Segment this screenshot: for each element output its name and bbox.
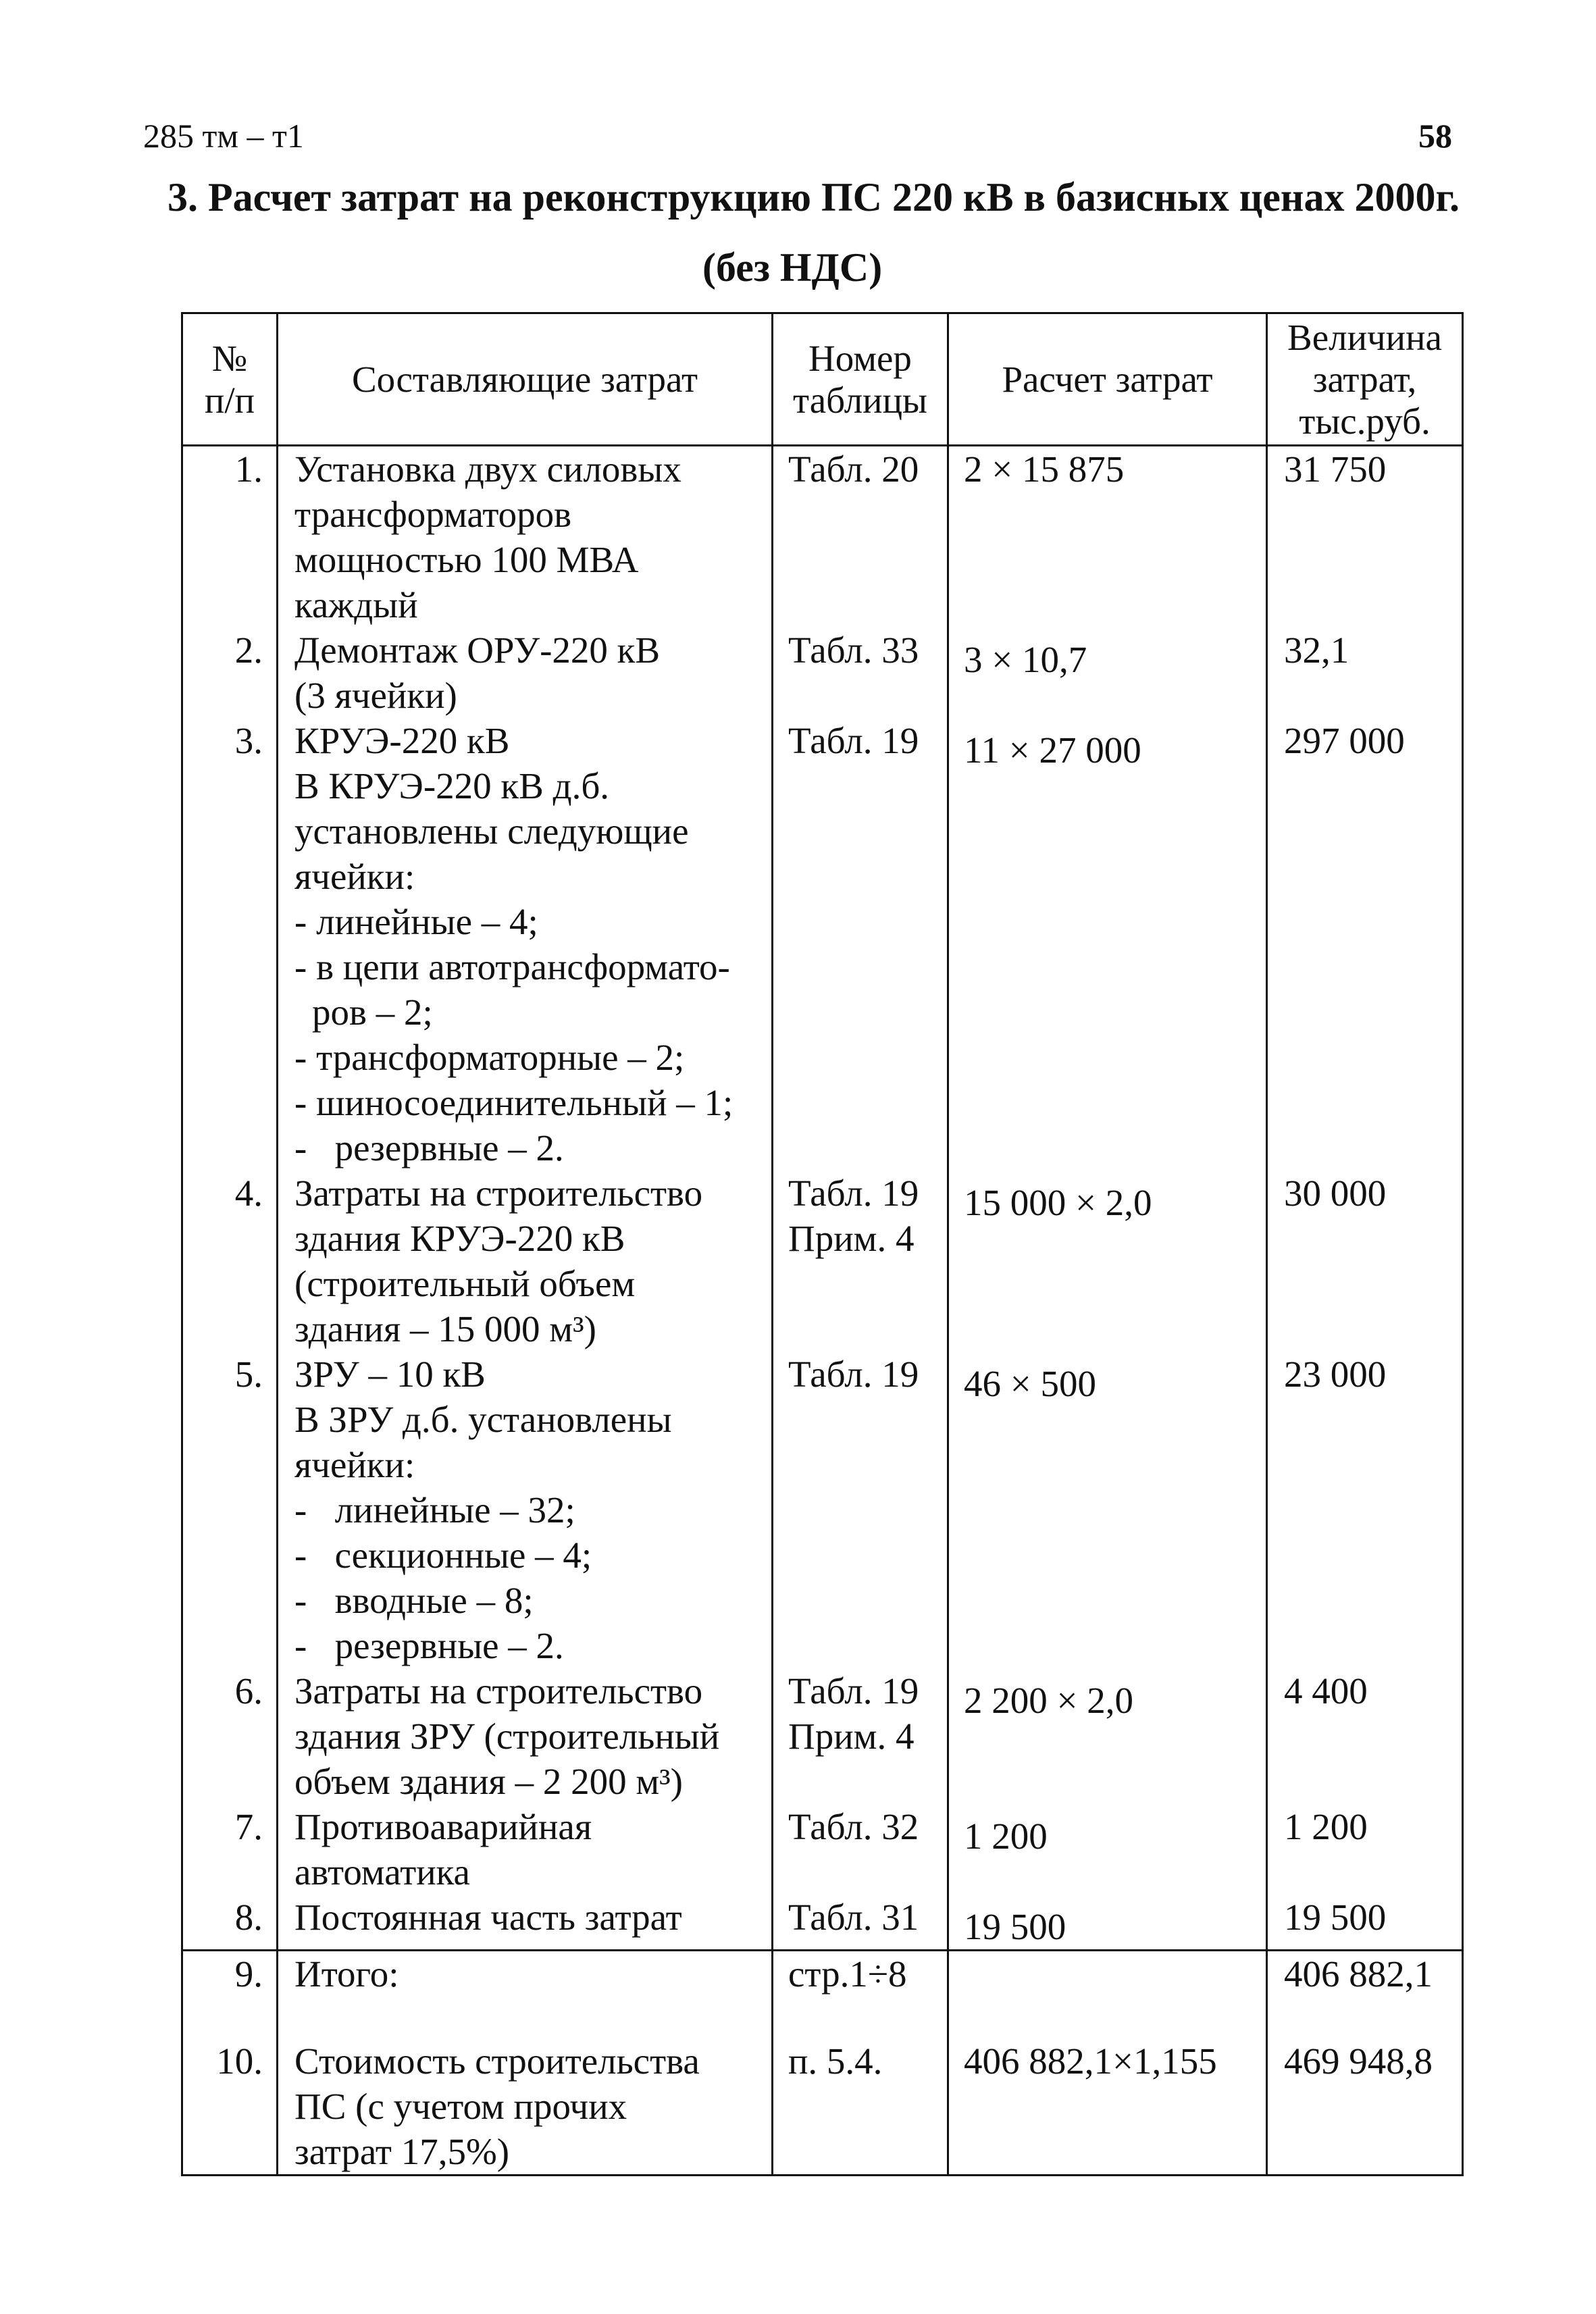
table-header-row xyxy=(182,313,1463,446)
total-row xyxy=(182,1951,1463,2038)
row-calc: 19 500 xyxy=(948,1895,1267,1951)
row-num: 3. xyxy=(182,718,278,1171)
document-code: 285 тм – т1 xyxy=(143,117,304,155)
row-name-line: затрат 17,5%) xyxy=(294,2130,510,2172)
row-num: 2. xyxy=(182,627,278,718)
final-row xyxy=(182,2038,1463,2176)
row-table-ref xyxy=(773,2038,948,2176)
row-name xyxy=(278,718,773,1171)
table-row xyxy=(182,1804,1463,1895)
header-num-line: п/п xyxy=(204,379,255,421)
row-value: 1 200 xyxy=(1267,1804,1463,1895)
row-name xyxy=(278,1895,773,1951)
row-name-line: - трансформаторные – 2; xyxy=(294,1037,685,1078)
header-num-line: № xyxy=(211,337,248,379)
row-name-line: объем здания – 2 200 м³) xyxy=(294,1761,683,1802)
row-value: 23 000 xyxy=(1267,1352,1463,1668)
row-table-ref-line: Табл. 19 xyxy=(788,1173,919,1214)
page-number: 58 xyxy=(1418,117,1452,155)
header-name: Составляющие затрат xyxy=(278,313,773,446)
row-name-line: Постоянная часть затрат xyxy=(294,1897,682,1938)
row-table-ref xyxy=(773,1951,948,2038)
row-name-line: мощностью 100 МВА xyxy=(294,539,639,580)
row-num: 9. xyxy=(182,1951,278,2038)
row-name xyxy=(278,627,773,718)
row-calc: 2 × 15 875 xyxy=(948,446,1267,628)
row-name-line: каждый xyxy=(294,584,418,625)
table-row xyxy=(182,446,1463,628)
row-name-line: В КРУЭ-220 кВ д.б. xyxy=(294,765,610,806)
row-table-ref-line: Табл. 33 xyxy=(788,629,919,671)
row-calc: 1 200 xyxy=(948,1804,1267,1895)
row-name-line: - линейные – 4; xyxy=(294,901,538,942)
row-calc xyxy=(948,1951,1267,2038)
row-name-line: (3 ячейки) xyxy=(294,675,457,716)
row-name-line: - вводные – 8; xyxy=(294,1580,534,1621)
row-calc: 15 000 × 2,0 xyxy=(948,1171,1267,1352)
row-name-line: Затраты на строительство xyxy=(294,1173,703,1214)
row-table-ref xyxy=(773,627,948,718)
row-name-line: - в цепи автотрансформато- xyxy=(294,946,730,987)
row-table-ref xyxy=(773,718,948,1171)
row-num: 8. xyxy=(182,1895,278,1951)
row-name-line: - резервные – 2. xyxy=(294,1625,564,1666)
cost-table-wrapper xyxy=(181,312,1464,2176)
row-name-line: установлены следующие xyxy=(294,811,689,852)
row-table-ref-line: Табл. 19 xyxy=(788,720,919,761)
table-row xyxy=(182,1895,1463,1951)
row-name-line: ЗРУ – 10 кВ xyxy=(294,1354,486,1395)
row-name-line: Итого: xyxy=(294,1953,399,1995)
row-table-ref xyxy=(773,1352,948,1668)
row-name-line: Затраты на строительство xyxy=(294,1670,703,1712)
header-value-line: затрат, xyxy=(1312,358,1417,400)
row-value: 297 000 xyxy=(1267,718,1463,1171)
row-name-line: Демонтаж ОРУ-220 кВ xyxy=(294,629,661,671)
document-title: 3. Расчет затрат на реконструкцию ПС 220 кВ в базисных ценах 2000г. xyxy=(168,175,1460,220)
row-name-line: здания ЗРУ (строительный xyxy=(294,1716,720,1757)
row-name-line: ПС (с учетом прочих xyxy=(294,2085,627,2127)
row-name-line: Стоимость строительства xyxy=(294,2040,700,2082)
header-table-ref-line: Номер xyxy=(808,337,912,379)
header-num xyxy=(182,313,278,446)
row-name xyxy=(278,1668,773,1804)
row-table-ref-line: Табл. 32 xyxy=(788,1806,919,1847)
row-calc: 406 882,1×1,155 xyxy=(948,2038,1267,2176)
row-table-ref-line: п. 5.4. xyxy=(788,2040,883,2082)
row-name-line: - шиносоединительный – 1; xyxy=(294,1082,733,1123)
row-calc: 3 × 10,7 xyxy=(948,627,1267,718)
row-name xyxy=(278,2038,773,2176)
row-num: 10. xyxy=(182,2038,278,2176)
row-table-ref xyxy=(773,446,948,628)
row-name-line: автоматика xyxy=(294,1851,470,1893)
row-num: 6. xyxy=(182,1668,278,1804)
row-name-line: здания КРУЭ-220 кВ xyxy=(294,1218,625,1259)
row-table-ref-line: Табл. 19 xyxy=(788,1670,919,1712)
row-table-ref-line: стр.1÷8 xyxy=(788,1953,907,1995)
document-subtitle: (без НДС) xyxy=(702,245,883,290)
row-name-line: Противоаварийная xyxy=(294,1806,592,1847)
row-table-ref-line: Табл. 31 xyxy=(788,1897,919,1938)
row-value: 30 000 xyxy=(1267,1171,1463,1352)
row-name-line: трансформаторов xyxy=(294,494,572,535)
header-value xyxy=(1267,313,1463,446)
row-name xyxy=(278,1352,773,1668)
row-name xyxy=(278,1804,773,1895)
row-name-line: (строительный объем xyxy=(294,1263,636,1304)
row-name-line: Установка двух силовых xyxy=(294,448,681,490)
row-name xyxy=(278,446,773,628)
row-value: 32,1 xyxy=(1267,627,1463,718)
row-table-ref xyxy=(773,1804,948,1895)
header-table-ref xyxy=(773,313,948,446)
table-row xyxy=(182,718,1463,1171)
header-value-line: тыс.руб. xyxy=(1299,400,1431,442)
row-value: 406 882,1 xyxy=(1267,1951,1463,2038)
row-num: 4. xyxy=(182,1171,278,1352)
row-value: 469 948,8 xyxy=(1267,2038,1463,2176)
row-name-line: - секционные – 4; xyxy=(294,1535,592,1576)
row-name-line: - линейные – 32; xyxy=(294,1489,575,1531)
table-row xyxy=(182,1352,1463,1668)
header-value-line: Величина xyxy=(1287,316,1442,358)
table-row xyxy=(182,627,1463,718)
row-table-ref xyxy=(773,1668,948,1804)
row-calc: 46 × 500 xyxy=(948,1352,1267,1668)
row-name xyxy=(278,1951,773,2038)
table-row xyxy=(182,1171,1463,1352)
header-table-ref-line: таблицы xyxy=(793,379,927,421)
row-name-line: ячейки: xyxy=(294,856,415,897)
row-name-line: ров – 2; xyxy=(312,992,433,1033)
cost-table xyxy=(181,312,1464,2176)
row-table-ref-line: Табл. 19 xyxy=(788,1354,919,1395)
row-name-line: ячейки: xyxy=(294,1444,415,1485)
row-calc: 2 200 × 2,0 xyxy=(948,1668,1267,1804)
row-calc: 11 × 27 000 xyxy=(948,718,1267,1171)
row-table-ref-line: Прим. 4 xyxy=(788,1716,915,1757)
row-name-line: здания – 15 000 м³) xyxy=(294,1308,596,1349)
row-value: 31 750 xyxy=(1267,446,1463,628)
header-calc: Расчет затрат xyxy=(948,313,1267,446)
row-value: 4 400 xyxy=(1267,1668,1463,1804)
row-name-line: КРУЭ-220 кВ xyxy=(294,720,510,761)
row-table-ref xyxy=(773,1895,948,1951)
row-table-ref-line: Прим. 4 xyxy=(788,1218,915,1259)
row-num: 7. xyxy=(182,1804,278,1895)
row-name-line: - резервные – 2. xyxy=(294,1127,564,1168)
row-table-ref-line: Табл. 20 xyxy=(788,448,919,490)
row-name-line: В ЗРУ д.б. установлены xyxy=(294,1399,672,1440)
table-row xyxy=(182,1668,1463,1804)
row-name xyxy=(278,1171,773,1352)
row-num: 1. xyxy=(182,446,278,628)
row-num: 5. xyxy=(182,1352,278,1668)
row-table-ref xyxy=(773,1171,948,1352)
row-value: 19 500 xyxy=(1267,1895,1463,1951)
